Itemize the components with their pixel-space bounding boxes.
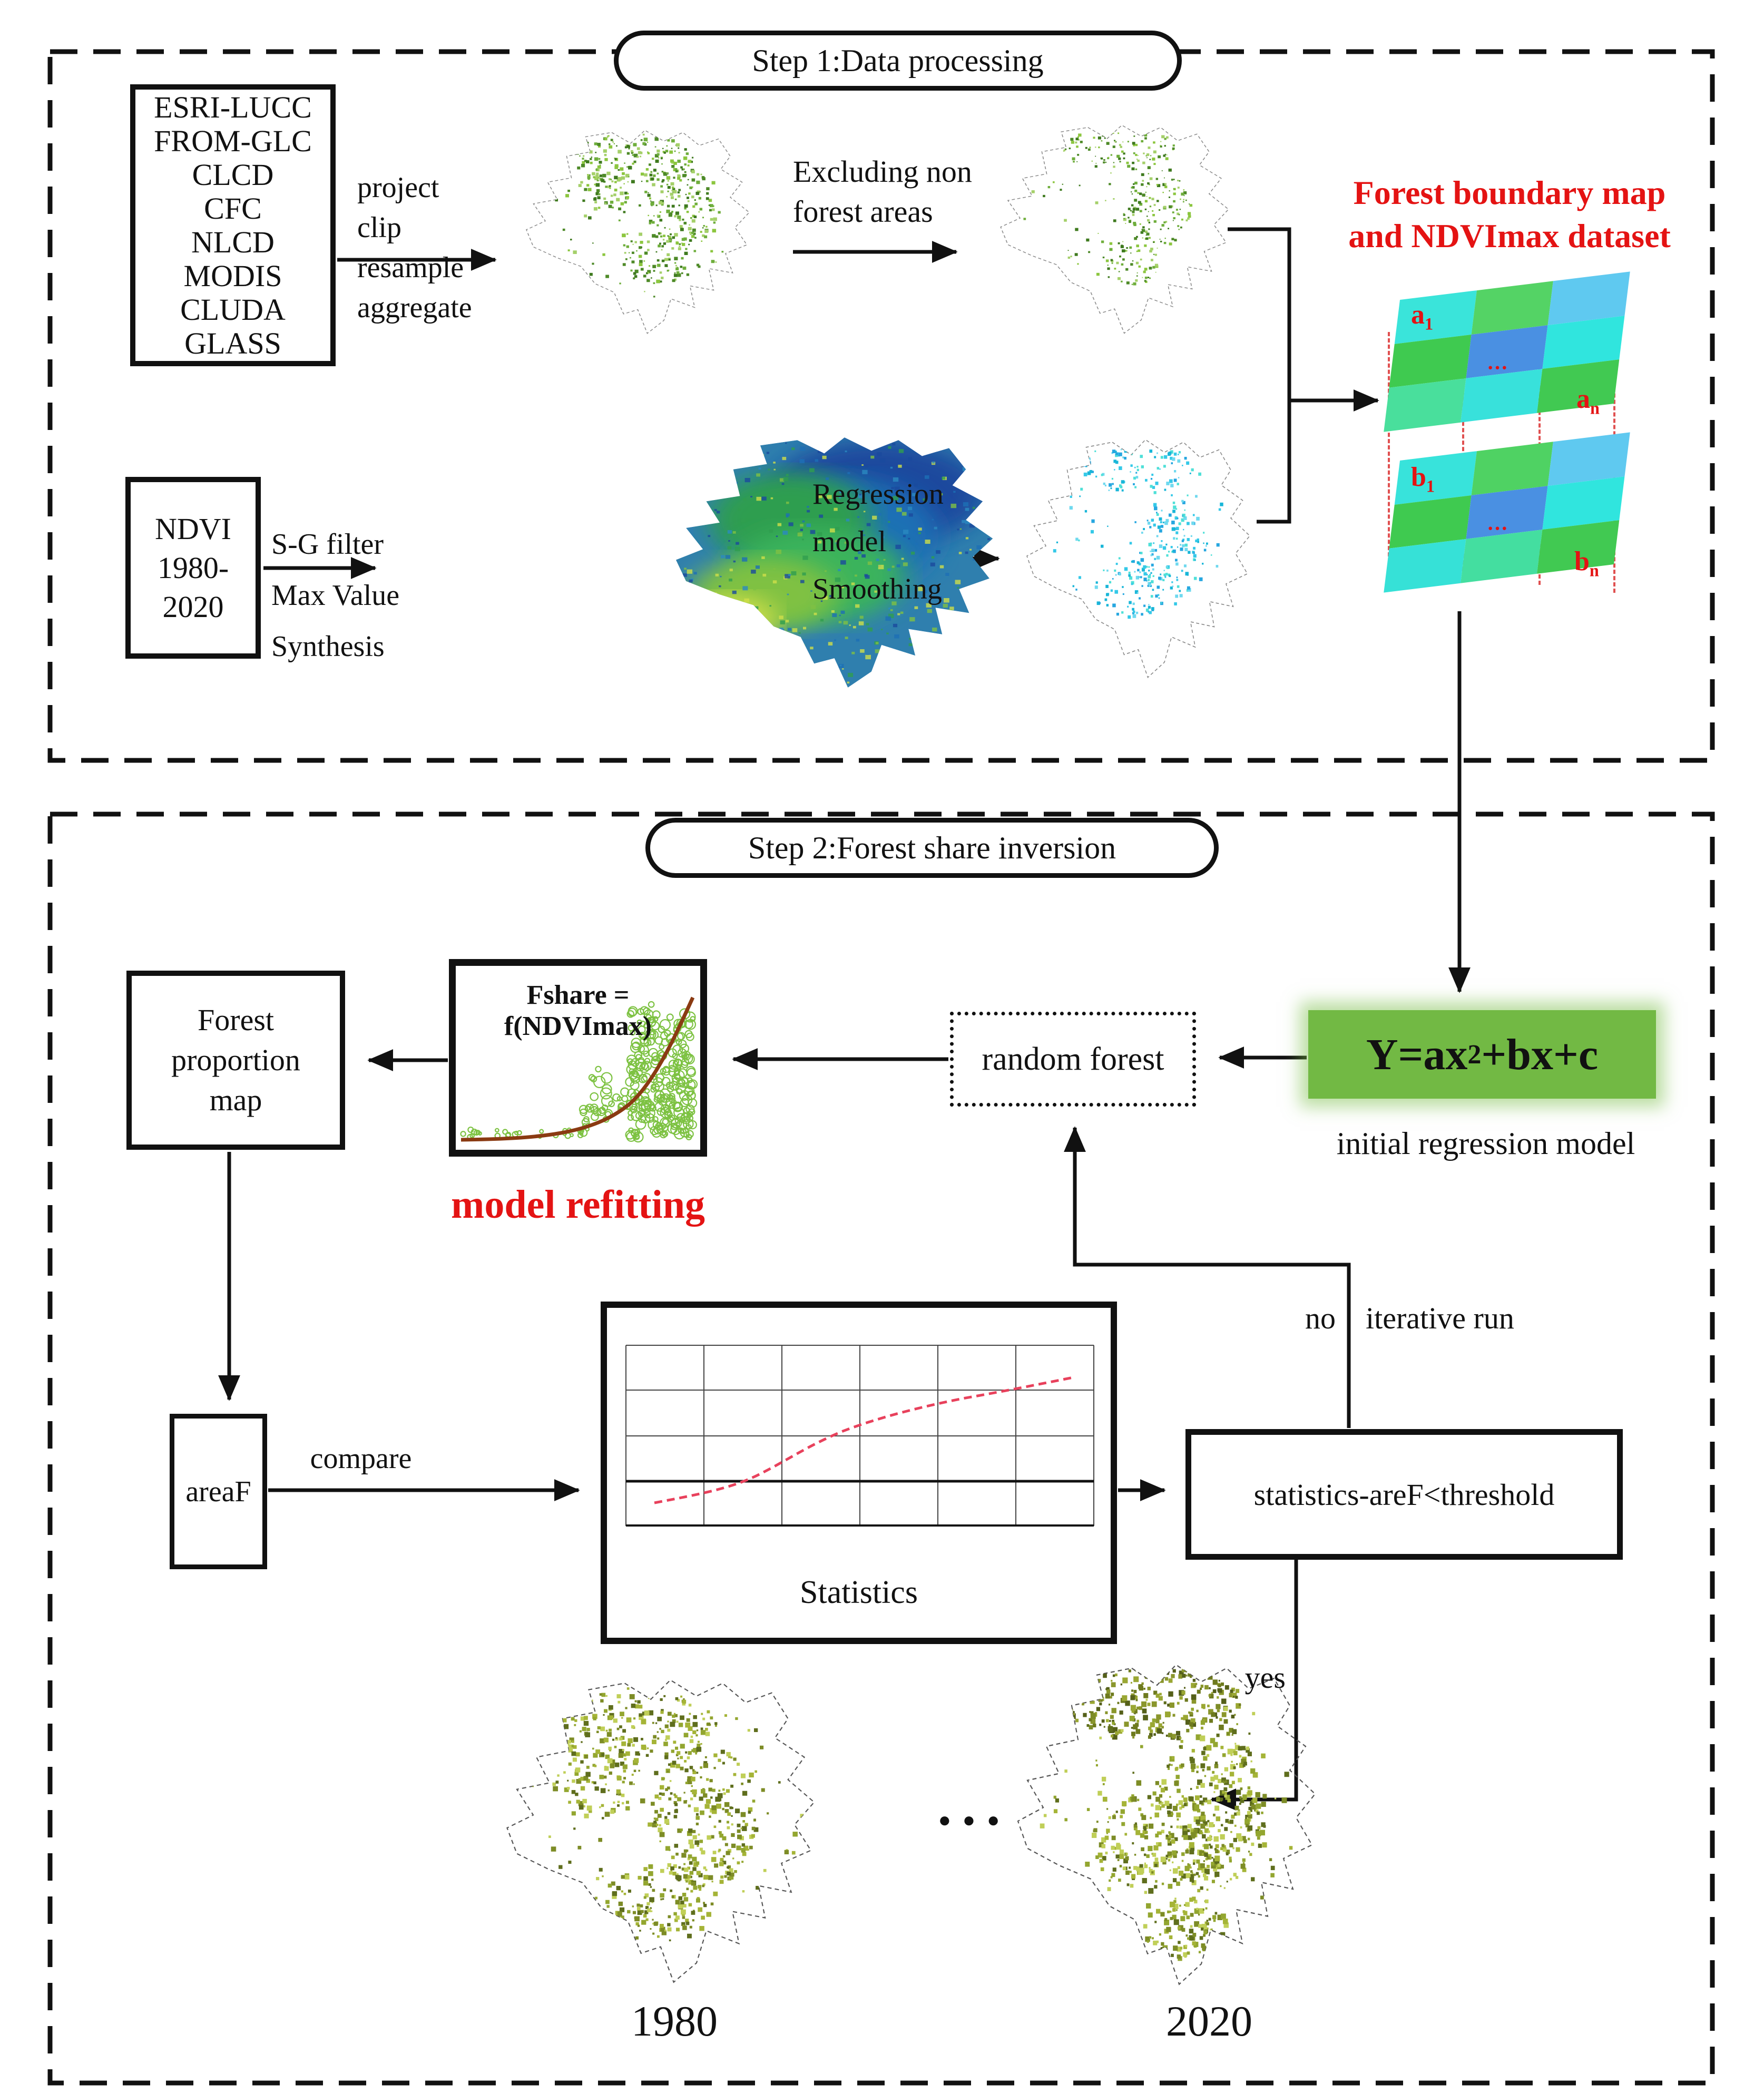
cell-ellipsis: ··· <box>1487 356 1508 379</box>
ndvi-box-line: 1980-2020 <box>157 550 229 624</box>
statistics-chart <box>625 1345 1094 1527</box>
cell-label-sub: 1 <box>1425 314 1434 334</box>
yes-label: yes <box>1244 1660 1286 1695</box>
regression-step: Smoothing <box>812 573 942 605</box>
cell-label-sub: n <box>1590 398 1600 418</box>
datasets-box <box>130 84 336 366</box>
step1-title: Step 1:Data processing <box>752 43 1044 78</box>
dataset-item: CFC <box>204 191 262 226</box>
random-forest-box <box>950 1012 1196 1107</box>
cell-ellipsis: ··· <box>1487 516 1508 540</box>
model-refitting-label: model refitting <box>451 1182 705 1227</box>
statistics-label: Statistics <box>800 1574 918 1610</box>
forest-boundary-title <box>1317 171 1702 258</box>
excluding-line: forest areas <box>793 194 933 229</box>
preprocess-step: aggregate <box>357 291 472 324</box>
dataset-item: MODIS <box>183 258 282 293</box>
cell-label-base: a <box>1576 384 1590 414</box>
step1-title-pill <box>614 31 1182 91</box>
preprocess-step: resample <box>357 251 464 284</box>
raster-cell <box>1384 378 1466 432</box>
speckle-layer <box>1040 1667 1293 1961</box>
dataset-item: GLASS <box>184 326 281 360</box>
cell-label-sub: 1 <box>1426 476 1435 496</box>
region-outline <box>1027 439 1250 677</box>
threshold-label: statistics-areF<threshold <box>1253 1477 1555 1512</box>
threshold-box <box>1185 1429 1623 1560</box>
regression-step: model <box>812 525 886 558</box>
raster-cell <box>1384 539 1466 592</box>
region-outline <box>1001 125 1228 334</box>
dataset-item: FROM-GLC <box>154 123 312 158</box>
fshare-plot-box <box>449 959 707 1157</box>
cell-label-an <box>1576 386 1600 417</box>
statistics-gridlines <box>626 1345 1094 1526</box>
iterative-run-label: iterative run <box>1366 1301 1514 1335</box>
speckle-layer <box>532 1687 805 1941</box>
cell-label-b1 <box>1411 464 1435 495</box>
dataset-item: CLUDA <box>180 292 286 327</box>
forest-only-map <box>996 119 1238 340</box>
ndvi-step: Max Value <box>271 579 400 612</box>
initial-model-label: initial regression model <box>1336 1126 1635 1161</box>
year-label-2020: 2020 <box>1166 1997 1252 2045</box>
areaf-label: areaF <box>185 1475 251 1508</box>
areaf-box <box>170 1414 267 1569</box>
excluding-line: Excluding non <box>793 154 972 189</box>
maps-ellipsis: ●●● <box>938 1808 1012 1832</box>
speckle-layer <box>555 134 723 298</box>
forest-proportion-line: proportion <box>171 1043 300 1077</box>
cell-label-sub: n <box>1589 561 1599 580</box>
forest-proportion-line: Forest <box>198 1003 274 1037</box>
cell-label-dots-top <box>1487 357 1508 378</box>
random-forest-label: random forest <box>982 1041 1164 1077</box>
dataset-item: NLCD <box>191 224 275 259</box>
statistics-trend-curve <box>654 1377 1073 1503</box>
forest-boundary-title-line: Forest boundary map <box>1353 174 1666 211</box>
dataset-item: ESRI-LUCC <box>154 90 312 124</box>
forest-map-1980 <box>501 1670 827 1992</box>
formula-base: Y=ax <box>1366 1030 1468 1079</box>
cell-label-a1 <box>1411 301 1433 332</box>
no-label: no <box>1305 1301 1336 1335</box>
cell-label-base: a <box>1411 300 1425 330</box>
cell-label-bn <box>1574 548 1599 579</box>
forest-proportion-box <box>126 971 345 1150</box>
fshare-formula: Fshare = f(NDVImax) <box>504 980 652 1041</box>
regression-step: Regression <box>812 478 944 511</box>
step2-title-pill <box>645 818 1219 878</box>
ndvi-steps-label <box>271 519 450 672</box>
dataset-item: CLCD <box>192 157 274 192</box>
ndvimax-stack-figure <box>1370 274 1675 627</box>
step2-title: Step 2:Forest share inversion <box>748 830 1116 865</box>
excluding-label <box>793 152 1025 232</box>
year-label-1980: 1980 <box>631 1997 718 2045</box>
stack-dashed-line <box>1388 332 1390 569</box>
ndvi-step: S-G filter <box>271 528 384 561</box>
initial-model-box <box>1308 1010 1656 1099</box>
ndvi-box-line: NDVI <box>155 511 231 546</box>
formula-rest: +bx+c <box>1481 1030 1599 1079</box>
forest-boundary-title-line: and NDVImax dataset <box>1348 217 1671 255</box>
preprocess-step: clip <box>357 211 401 244</box>
cell-label-base: b <box>1411 462 1426 492</box>
ndvimax-smoothed-map <box>1022 432 1259 685</box>
statistics-box <box>601 1302 1117 1644</box>
formula-exponent: 2 <box>1467 1039 1482 1070</box>
cell-label-base: b <box>1574 546 1590 576</box>
regression-steps-label <box>812 471 1034 613</box>
speckle-layer <box>1053 444 1223 619</box>
ndvi-step: Synthesis <box>271 630 385 663</box>
preprocess-step: project <box>357 171 439 204</box>
ndvi-box <box>125 477 261 659</box>
forest-map-2020 <box>1012 1655 1328 1994</box>
compare-label: compare <box>310 1442 412 1475</box>
preprocess-steps-label <box>357 168 568 328</box>
forest-proportion-line: map <box>209 1083 262 1117</box>
cell-label-dots-bottom <box>1487 518 1508 539</box>
